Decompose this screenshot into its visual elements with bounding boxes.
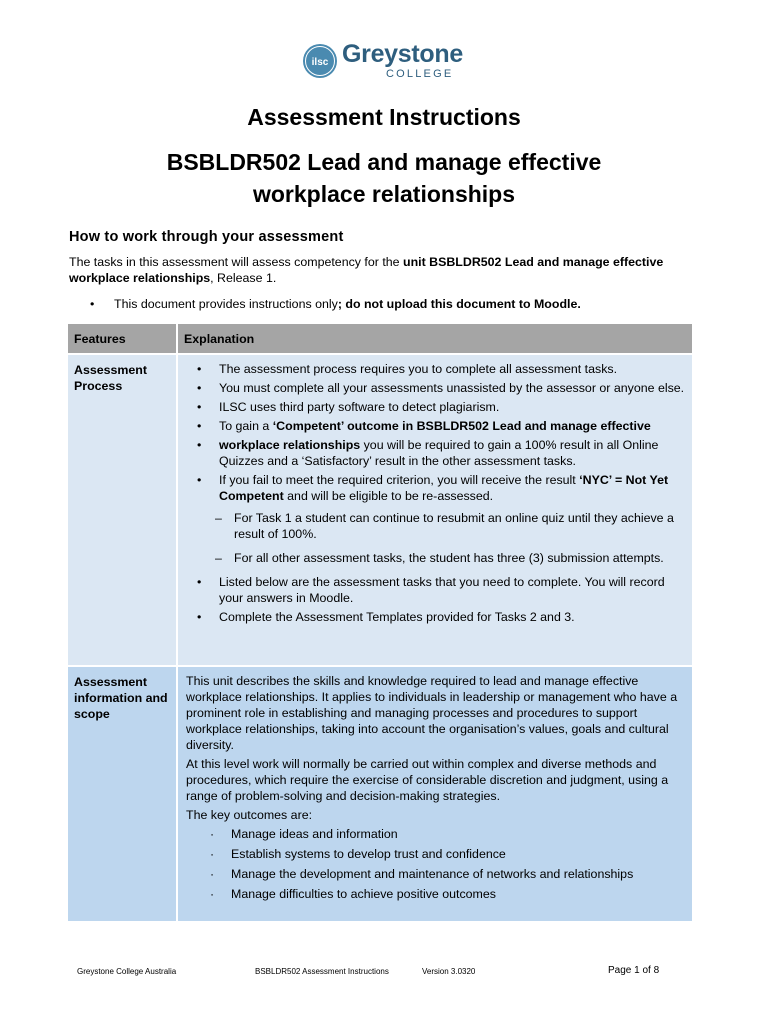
features-table <box>66 322 694 923</box>
list-item: • If you fail to meet the required criterion, you will receive the result ‘NYC’ = Not Yet Competent and will be eligible to be re-assessed. – For Task 1 a student can continue to resubmit an online quiz until they achieve a result of 100%. – For all other assessment tasks, the student has three (3) submission attempts. <box>186 472 686 566</box>
list-item: • You must complete all your assessments unassisted by the assessor or anyone else. <box>197 381 685 395</box>
list-item: · Manage ideas and information <box>210 827 398 841</box>
ilsc-seal-icon <box>302 43 338 79</box>
logo-subtitle: COLLEGE <box>386 68 454 80</box>
scope-paragraph: This unit describes the skills and knowledge required to lead and manage effective workplace relationships. It applies to individuals in leadership or management who have a prominent role in establishing and managing processes and procedures to support workplace relationships, taking into account the organisation’s values, goals and cultural diversity. <box>186 674 678 752</box>
footer-version: Version 3.0320 <box>422 967 476 976</box>
bullet-text: This document provides instructions only <box>114 297 338 311</box>
list-item: • Listed below are the assessment tasks that you need to complete. You will record your answers in Moodle. <box>197 575 665 605</box>
list-item: • The assessment process requires you to complete all assessment tasks. <box>197 362 618 376</box>
list-item: – For all other assessment tasks, the student has three (3) submission attempts. <box>215 551 664 565</box>
explanation-assessment-process <box>177 354 693 666</box>
intro-paragraph <box>69 254 669 286</box>
footer-document-name: BSBLDR502 Assessment Instructions <box>255 967 389 976</box>
intro-release: , Release 1. <box>210 271 277 285</box>
feature-assessment-scope: Assessment information and scope <box>67 666 177 922</box>
header-features: Features <box>67 323 177 354</box>
list-item: · Establish systems to develop trust and confidence <box>210 847 506 861</box>
footer-organisation: Greystone College Australia <box>77 967 177 976</box>
table-header-row <box>67 323 693 354</box>
list-item: • ILSC uses third party software to detect plagiarism. <box>197 400 500 414</box>
intro-unit-name: unit BSBLDR502 Lead and manage effective workplace relationships <box>69 255 664 285</box>
footer-page-number: Page 1 of 8 <box>608 965 660 976</box>
list-item: · Manage difficulties to achieve positive outcomes <box>210 887 496 901</box>
header-explanation: Explanation <box>177 323 693 354</box>
scope-paragraph: At this level work will normally be carried out within complex and diverse methods and procedures, which require the exercise of considerable discretion and judgment, using a range of problem-solving and decision-making strategies. <box>186 757 669 803</box>
table-row <box>67 354 693 666</box>
intro-bullet <box>90 296 581 312</box>
key-outcomes-list <box>186 826 686 902</box>
list-item: · Manage the development and maintenance of networks and relationships <box>210 867 634 881</box>
feature-assessment-process: Assessment Process <box>67 354 177 666</box>
unit-title-line2: workplace relationships <box>252 181 516 207</box>
table-row <box>67 666 693 922</box>
logo-wordmark: Greystone <box>342 40 463 68</box>
resubmission-subitems <box>186 510 686 566</box>
list-item: • Complete the Assessment Templates provided for Tasks 2 and 3. <box>197 610 575 624</box>
unit-title <box>0 146 768 210</box>
greystone-logo <box>302 42 472 82</box>
document-title: Assessment Instructions <box>247 104 521 130</box>
list-item: • To gain a ‘Competent’ outcome in BSBLDR502 Lead and manage effective <box>197 419 651 433</box>
svg-text:ilsc: ilsc <box>311 57 329 68</box>
bullet-warning: ; do not upload this document to Moodle. <box>337 297 581 311</box>
explanation-assessment-scope <box>177 666 693 922</box>
list-item: • workplace relationships you will be required to gain a 100% result in all Online Quizzes and a ‘Satisfactory’ result in the other assessment tasks. <box>197 438 659 468</box>
section-heading: How to work through your assessment <box>69 229 344 245</box>
intro-text: The tasks in this assessment will assess competency for the <box>69 255 403 269</box>
unit-title-line1: BSBLDR502 Lead and manage effective <box>166 149 602 175</box>
process-bullets <box>186 361 686 625</box>
list-item: – For Task 1 a student can continue to resubmit an online quiz until they achieve a result of 100%. <box>215 511 674 541</box>
bullet-icon: • <box>90 297 95 311</box>
key-outcomes-label: The key outcomes are: <box>186 808 313 822</box>
